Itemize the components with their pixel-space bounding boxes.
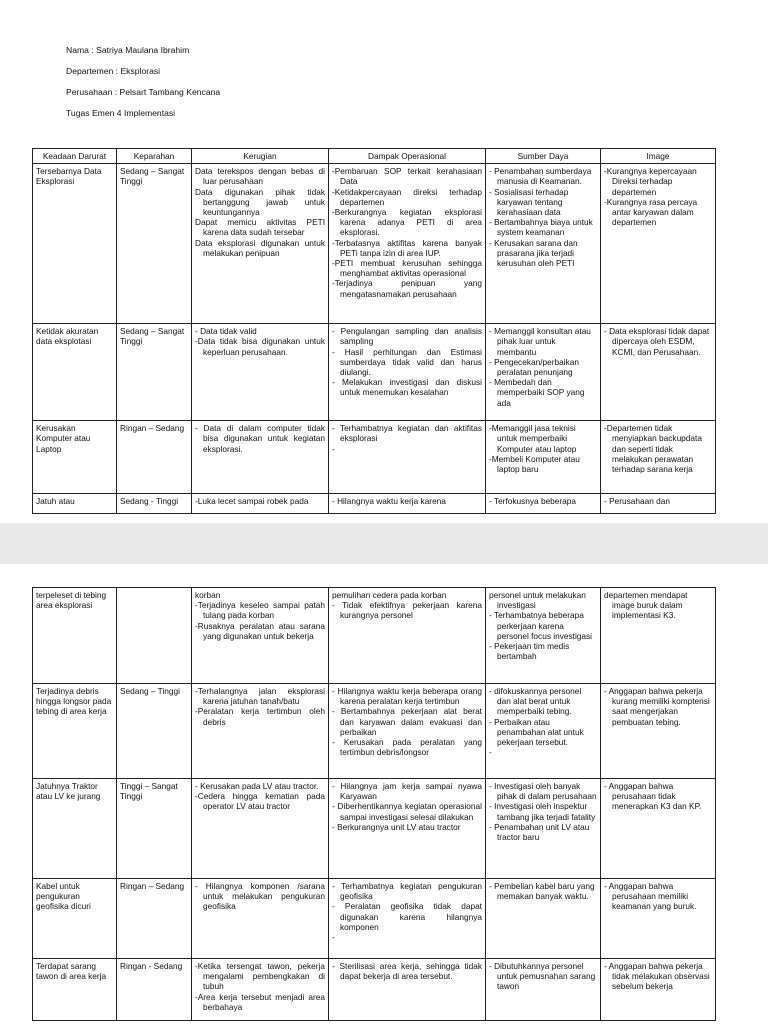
dampak-cell <box>329 588 486 684</box>
kerugian-cell <box>192 494 329 514</box>
cell-list-item: - <box>332 932 335 943</box>
cell-list-item: - Kerusakan sarana dan prasarana jika terjadi kerusuhan oleh PETI <box>489 237 578 269</box>
cell-list-item: - Berkurangnya unit LV atau tractor <box>332 821 461 832</box>
cell-list-item: - Anggapan bahwa pekerja kurang memiliki komptensi saat mengerjakan pembuatan tebing. <box>604 686 710 727</box>
cell-list-item: -Cedera hingga kematian pada operator LV atau tractor <box>195 791 325 812</box>
keadaan-cell: Jatuhnya Traktor atau LV ke jurang <box>33 779 117 879</box>
cell-list-item: - Tidak efektifnya pekerjaan karena kurangnya personel <box>332 600 482 621</box>
cell-list-item: - Pekerjaan tim medis bertambah <box>489 641 570 662</box>
cell-list-item: - Perusahaan dan <box>604 496 670 507</box>
cell-list-item: departemen mendapat image buruk dalam implementasi K3. <box>604 590 688 621</box>
keadaan-cell: Tersebarnya Data Eksplorasi <box>33 164 117 324</box>
image-cell <box>601 494 716 514</box>
cell-list-item: -Rusaknya peralatan atau sarana yang digunakan untuk bekerja <box>195 620 325 641</box>
dampak-cell <box>329 421 486 494</box>
cell-list-item: - Anggapan bahwa pekerja tidak melakukan observasi sebelum bekerja <box>604 961 710 992</box>
dampak-cell <box>329 959 486 1021</box>
cell-list-item: - Data tidak valid <box>195 326 257 337</box>
kerugian-cell <box>192 879 329 959</box>
table-row <box>33 779 716 879</box>
cell-list-item: - <box>489 747 492 758</box>
cell-list-item: - Penambahan sumberdaya manusia di Keamanan. <box>489 166 592 187</box>
cell-list-item: - Terhambatnya kegiatan pengukuran geofisika <box>332 881 482 902</box>
column-header-keparahan: Keparahan <box>117 149 192 164</box>
cell-list-item: -Ketidakpercayaan direksi terhadap departemen <box>332 186 482 207</box>
cell-list-item: - Data eksplorasi tidak dapat dipercaya oleh ESDM, KCMI, dan Perusahaan. <box>604 326 710 357</box>
document-header <box>66 45 220 129</box>
image-cell <box>601 959 716 1021</box>
cell-list-item: - difokuskannya personel dan alat berat untuk memperbaiki tebing. <box>489 686 582 717</box>
cell-list-item: - Bertambahnya biaya untuk system keamanan <box>489 217 593 238</box>
cell-list-item: -PETI membuat kerusuhan sehingga menghambat aktivitas operasional <box>332 258 482 279</box>
dampak-cell <box>329 684 486 779</box>
sumber-daya-cell <box>486 421 601 494</box>
sumber-daya-cell <box>486 588 601 684</box>
cell-list-item: - Membedah dan memperbaiki SOP yang ada <box>489 377 585 408</box>
kerugian-cell <box>192 588 329 684</box>
sumber-daya-cell <box>486 324 601 421</box>
kerugian-cell <box>192 684 329 779</box>
column-header-kerugian: Kerugian <box>192 149 329 164</box>
cell-list-item: -Luka lecet sampai robek pada <box>195 496 309 507</box>
keparahan-cell: Ringan – Sedang <box>117 421 192 494</box>
kerugian-cell <box>192 324 329 421</box>
cell-list-item: -Departemen tidak menyiapkan backupdata dan seperti tidak melakukan perawatan terhadap sarana kerja <box>604 423 702 475</box>
cell-list-item: - Hasil perhitungan dan Estimasi sumberdaya tidak valid dan harus diulangi. <box>332 346 482 378</box>
table-row <box>33 588 716 684</box>
cell-list-item: - Bertambahnya pekerjaan alat berat dan karyawan dalam evakuasi dan perbaikan <box>332 706 482 737</box>
cell-list-item: - Terhambatnya beberapa perkerjaan karena personel focus investigasi <box>489 610 593 641</box>
sumber-daya-cell <box>486 494 601 514</box>
image-cell <box>601 779 716 879</box>
keparahan-cell <box>117 588 192 684</box>
cell-list-item: - Perbaikan atau penambahan alat untuk pekerjaan tersebut. <box>489 716 584 748</box>
cell-list-item: -Peralatan kerja tertimbun oleh debris <box>195 706 325 727</box>
table-row <box>33 324 716 421</box>
cell-list-item: - Pengulangan sampling dan analisis sampling <box>332 326 482 347</box>
column-header-image: Image <box>601 149 716 164</box>
cell-list-item: -Terjadinya penipuan yang mengatasnamakan perusahaan <box>332 278 482 299</box>
sumber-daya-cell <box>486 684 601 779</box>
cell-list-item: -Terbatasnya aktifitas karena banyak PETi tanpa izin di area IUP. <box>332 237 482 258</box>
dampak-cell <box>329 879 486 959</box>
cell-list-item: -Memanggil jasa teknisi untuk memperbaiki Komputer atau laptop <box>489 423 577 454</box>
sumber-daya-cell <box>486 779 601 879</box>
cell-list-item: - Investigasi oleh inspektur tambang jika terjadi fatality <box>489 801 596 822</box>
sumber-daya-cell <box>486 959 601 1021</box>
keadaan-cell: Terjadinya debris hingga longsor pada tebing di area kerja <box>33 684 117 779</box>
image-cell <box>601 164 716 324</box>
keadaan-cell: terpeleset di tebing area eksplorasi <box>33 588 117 684</box>
kerugian-cell <box>192 959 329 1021</box>
cell-list-item: - Terfokusnya beberapa <box>489 496 577 507</box>
sumber-daya-cell <box>486 164 601 324</box>
cell-list-item: - <box>332 443 335 454</box>
dampak-cell <box>329 164 486 324</box>
image-cell <box>601 421 716 494</box>
cell-list-item: - Penambahan unit LV atau tractor baru <box>489 821 590 843</box>
tugas-line: Tugas Emen 4 Implementasi <box>66 108 176 118</box>
cell-list-item: -Kurangnya kepercayaan Direksi terhadap departemen <box>604 166 697 197</box>
kerugian-cell <box>192 164 329 324</box>
column-header-sumber-daya: Sumber Daya <box>486 149 601 164</box>
table-header-row <box>33 149 716 164</box>
cell-list-item: - Pembelian kabel baru yang memakan banyak waktu. <box>489 881 595 902</box>
keparahan-cell: Sedang – Sangat Tinggi <box>117 324 192 421</box>
cell-list-item: - Data di dalam computer tidak bisa digunakan untuk kegiatan eksplorasi. <box>195 423 325 454</box>
cell-list-item: personel untuk melakukan investigasi <box>489 590 586 611</box>
cell-list-item: - Pengecekan/perbaikan peralatan penunjang <box>489 356 579 378</box>
cell-list-item: -Terjadinya keseleo sampai patah tulang pada korban <box>195 600 325 621</box>
image-cell <box>601 684 716 779</box>
cell-list-item: Data digunakan pihak tidak bertanggung jawab untuk keuntungannya <box>195 186 325 218</box>
cell-list-item: -Area kerja tersebut menjadi area berbahaya <box>195 991 325 1012</box>
cell-list-item: - Memanggil konsultan atau pihak luar untuk membantu <box>489 326 591 357</box>
keadaan-cell: Kerusakan Komputer atau Laptop <box>33 421 117 494</box>
cell-list-item: - Dibutuhkannya personel untuk pemusnahan sarang tawon <box>489 961 596 992</box>
document-page-2 <box>0 564 768 1024</box>
image-cell <box>601 324 716 421</box>
cell-list-item: Data eksplorasi digunakan untuk melakukan penipuan <box>195 237 325 258</box>
cell-list-item: -Pembaruan SOP terkait kerahasiaan Data <box>332 166 482 187</box>
nama-line: Nama : Satriya Maulana Ibrahim <box>66 45 190 55</box>
perusahaan-line: Perusahaan : Pelsart Tambang Kencana <box>66 87 221 97</box>
cell-list-item: - Hilangnya jam kerja sampai nyawa Karyawan <box>332 781 482 802</box>
cell-list-item: - Kerusakan pada LV atau tractor. <box>195 781 319 791</box>
table-row <box>33 421 716 494</box>
cell-list-item: - Hilangnya komponen /sarana untuk melakukan pengukuran geofisika <box>195 881 325 912</box>
cell-list-item: korban <box>195 590 221 600</box>
cell-list-item: - Anggapan bahwa perusahaan tidak menerapkan K3 dan KP. <box>604 781 702 812</box>
keadaan-cell: Ketidak akuratan data eksplotasi <box>33 324 117 421</box>
cell-list-item: -Berkurangnya kegiatan eksplorasi karena adanya PETI di area eksplorasi. <box>332 207 482 238</box>
table-row <box>33 959 716 1021</box>
cell-list-item: - Sterilisasi area kerja, sehingga tidak dapat bekerja di area tersebut. <box>332 961 482 982</box>
cell-list-item: - Hilangnya waktu kerja karena <box>332 496 446 507</box>
keparahan-cell: Sedang – Tinggi <box>117 684 192 779</box>
table-row <box>33 684 716 779</box>
dampak-cell <box>329 494 486 514</box>
cell-list-item: - Terhambatnya kegiatan dan aktifitas eksplorasi <box>332 423 482 444</box>
cell-list-item: pemulihan cedera pada korban <box>332 590 447 600</box>
keparahan-cell: Sedang - Tinggi <box>117 494 192 514</box>
cell-list-item: Data terekspos dengan bebas di luar perusahaan <box>195 166 325 187</box>
sumber-daya-cell <box>486 879 601 959</box>
cell-list-item: - Anggapan bahwa perusahaan memiliki keamanan yang buruk. <box>604 881 697 912</box>
table-row <box>33 164 716 324</box>
cell-list-item: - Kerusakan pada peralatan yang tertimbun debris/longsor <box>332 737 482 758</box>
keparahan-cell: Ringan – Sedang <box>117 879 192 959</box>
departemen-line: Departemen : Eksplorasi <box>66 66 161 76</box>
keadaan-cell: Jatuh atau <box>33 494 117 514</box>
keparahan-cell: Ringan - Sedang <box>117 959 192 1021</box>
keparahan-cell: Sedang – Sangat Tinggi <box>117 164 192 324</box>
column-header-dampak: Dampak Operasional <box>329 149 486 164</box>
cell-list-item: -Kurangnya rasa percaya antar karyawan dalam departemen <box>604 196 698 228</box>
cell-list-item: -Terhalangnya jalan eksplorasi karena jatuhan tanah/batu <box>195 686 325 707</box>
keadaan-cell: Terdapat sarang tawon di area kerja <box>33 959 117 1021</box>
keparahan-cell: Tinggi – Sangat Tinggi <box>117 779 192 879</box>
image-cell <box>601 879 716 959</box>
cell-list-item: -Ketika tersengat tawon, pekerja mengalami pembengkakan di tubuh <box>195 961 325 992</box>
cell-list-item: - Hilangnya waktu kerja beberapa orang karena peralatan kerja tertimbun <box>332 686 482 707</box>
image-cell <box>601 588 716 684</box>
kerugian-cell <box>192 421 329 494</box>
column-header-keadaan: Keadaan Darurat <box>33 149 117 164</box>
cell-list-item: - Investigasi oleh banyak pihak di dalam perusahaan <box>489 781 597 802</box>
cell-list-item: Dapat memicu aktivitas PETI karena data sudah tersebar <box>195 217 325 238</box>
dampak-cell <box>329 324 486 421</box>
cell-list-item: -Membeli Komputer atau laptop baru <box>489 453 580 475</box>
cell-list-item: - Sosialisasi terhadap karyawan tentang kerahasiaan data <box>489 186 569 218</box>
kerugian-cell <box>192 779 329 879</box>
cell-list-item: - Diberhentikannya kegiatan operasional sampai investigasi selesai dilakukan <box>332 801 482 822</box>
cell-list-item: - Melakukan investigasi dan diskusi untuk menemukan kesalahan <box>332 377 482 398</box>
risk-table <box>32 148 716 514</box>
table-row <box>33 494 716 514</box>
risk-table-continued <box>32 587 716 1021</box>
cell-list-item: - Peralatan geofisika tidak dapat digunakan karena hilangnya komponen <box>332 901 482 932</box>
table-row <box>33 879 716 959</box>
dampak-cell <box>329 779 486 879</box>
cell-list-item: -Data tidak bisa digunakan untuk keperluan perusahaan. <box>195 336 325 357</box>
keadaan-cell: Kabel untuk pengukuran geofisika dicuri <box>33 879 117 959</box>
